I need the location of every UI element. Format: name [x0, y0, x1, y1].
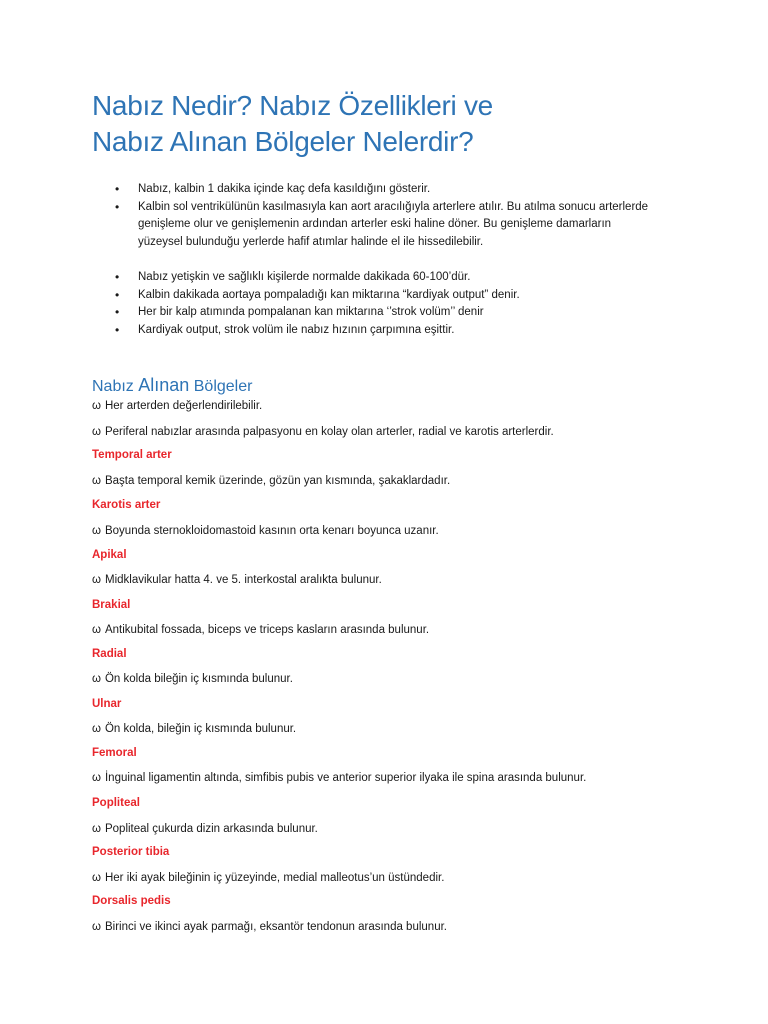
subtitle-part-1: Nabız [92, 378, 139, 395]
section-heading: Radial [92, 648, 127, 660]
page-title-line-2: Nabız Alınan Bölgeler Nelerdir? [92, 126, 474, 157]
bullet-item: • Her bir kalp atımında pompalanan kan miktarına ‘’strok volüm’’ denir [0, 304, 768, 322]
section-text: ω Midklavikular hatta 4. ve 5. interkostal aralıkta bulunur. [92, 574, 382, 586]
section-heading: Brakial [92, 599, 131, 611]
section-text: ω Birinci ve ikinci ayak parmağı, eksantör tendonun arasında bulunur. [92, 921, 447, 933]
omega-bullet-icon: ω [92, 624, 101, 636]
section-heading: Dorsalis pedis [92, 895, 171, 907]
omega-bullet-icon: ω [92, 400, 101, 412]
section-text: ω Başta temporal kemik üzerinde, gözün yan kısmında, şakaklardadır. [92, 475, 451, 487]
bullet-list-definition [0, 181, 768, 251]
section-text: ω Boyunda sternokloidomastoid kasının orta kenarı boyunca uzanır. [92, 525, 439, 537]
omega-bullet-icon: ω [92, 673, 101, 685]
page-title-line-1: Nabız Nedir? Nabız Özellikleri ve [92, 90, 493, 121]
intro-text: Periferal nabızlar arasında palpasyonu en kolay olan arterler, radial ve karotis arterlerdir. [104, 426, 554, 438]
intro-text: Her arterden değerlendirilebilir. [104, 400, 263, 412]
subtitle-part-3: Bölgeler [189, 378, 253, 395]
bullet-list-facts [0, 269, 768, 339]
omega-bullet-icon: ω [92, 426, 101, 438]
omega-bullet-icon: ω [92, 574, 101, 586]
section-text: ω Antikubital fossada, biceps ve triceps kasların arasında bulunur. [92, 624, 430, 636]
section-heading: Temporal arter [92, 449, 172, 461]
section-heading: Ulnar [92, 698, 122, 710]
section-heading: Popliteal [92, 797, 140, 809]
intro-line [92, 424, 554, 440]
omega-bullet-icon: ω [92, 525, 101, 537]
section-subtitle [92, 374, 252, 398]
bullet-item: • Kardiyak output, strok volüm ile nabız hızının çarpımına eşittir. [0, 322, 768, 340]
section-text: ω Her iki ayak bileğinin iç yüzeyinde, medial malleotus’un üstündedir. [92, 872, 445, 884]
bullet-item: • Nabız, kalbin 1 dakika içinde kaç defa kasıldığını gösterir. [0, 181, 768, 199]
section-text: ω Ön kolda, bileğin iç kısmında bulunur. [92, 723, 297, 735]
section-heading: Posterior tibia [92, 846, 170, 858]
omega-bullet-icon: ω [92, 723, 101, 735]
omega-bullet-icon: ω [92, 921, 101, 933]
bullet-item: • Kalbin dakikada aortaya pompaladığı kan miktarına “kardiyak output” denir. [0, 287, 768, 305]
bullet-item: • Kalbin sol ventrikülünün kasılmasıyla kan aort aracılığıyla arterlere atılır. Bu atılma sonucu arterlerde genişleme olur ve genişlemenin ardından arterler eski haline döner. Bu genişleme damarların yüzeysel bulunduğu yerlerde hafif atımlar halinde el ile hissedilebilir. [0, 199, 768, 252]
omega-bullet-icon: ω [92, 872, 101, 884]
section-heading: Karotis arter [92, 499, 161, 511]
section-text: ω Popliteal çukurda dizin arkasında bulunur. [92, 823, 318, 835]
section-heading: Femoral [92, 747, 137, 759]
section-text: ω İnguinal ligamentin altında, simfibis pubis ve anterior superior ilyaka ile spina arasında bulunur. [92, 772, 587, 784]
page-title [92, 88, 493, 160]
section-text: ω Ön kolda bileğin iç kısmında bulunur. [92, 673, 293, 685]
subtitle-part-2: Alınan [138, 375, 190, 395]
intro-line [92, 398, 262, 414]
omega-bullet-icon: ω [92, 823, 101, 835]
omega-bullet-icon: ω [92, 475, 101, 487]
omega-bullet-icon: ω [92, 772, 101, 784]
section-heading: Apikal [92, 549, 127, 561]
bullet-item: • Nabız yetişkin ve sağlıklı kişilerde normalde dakikada 60-100’dür. [0, 269, 768, 287]
